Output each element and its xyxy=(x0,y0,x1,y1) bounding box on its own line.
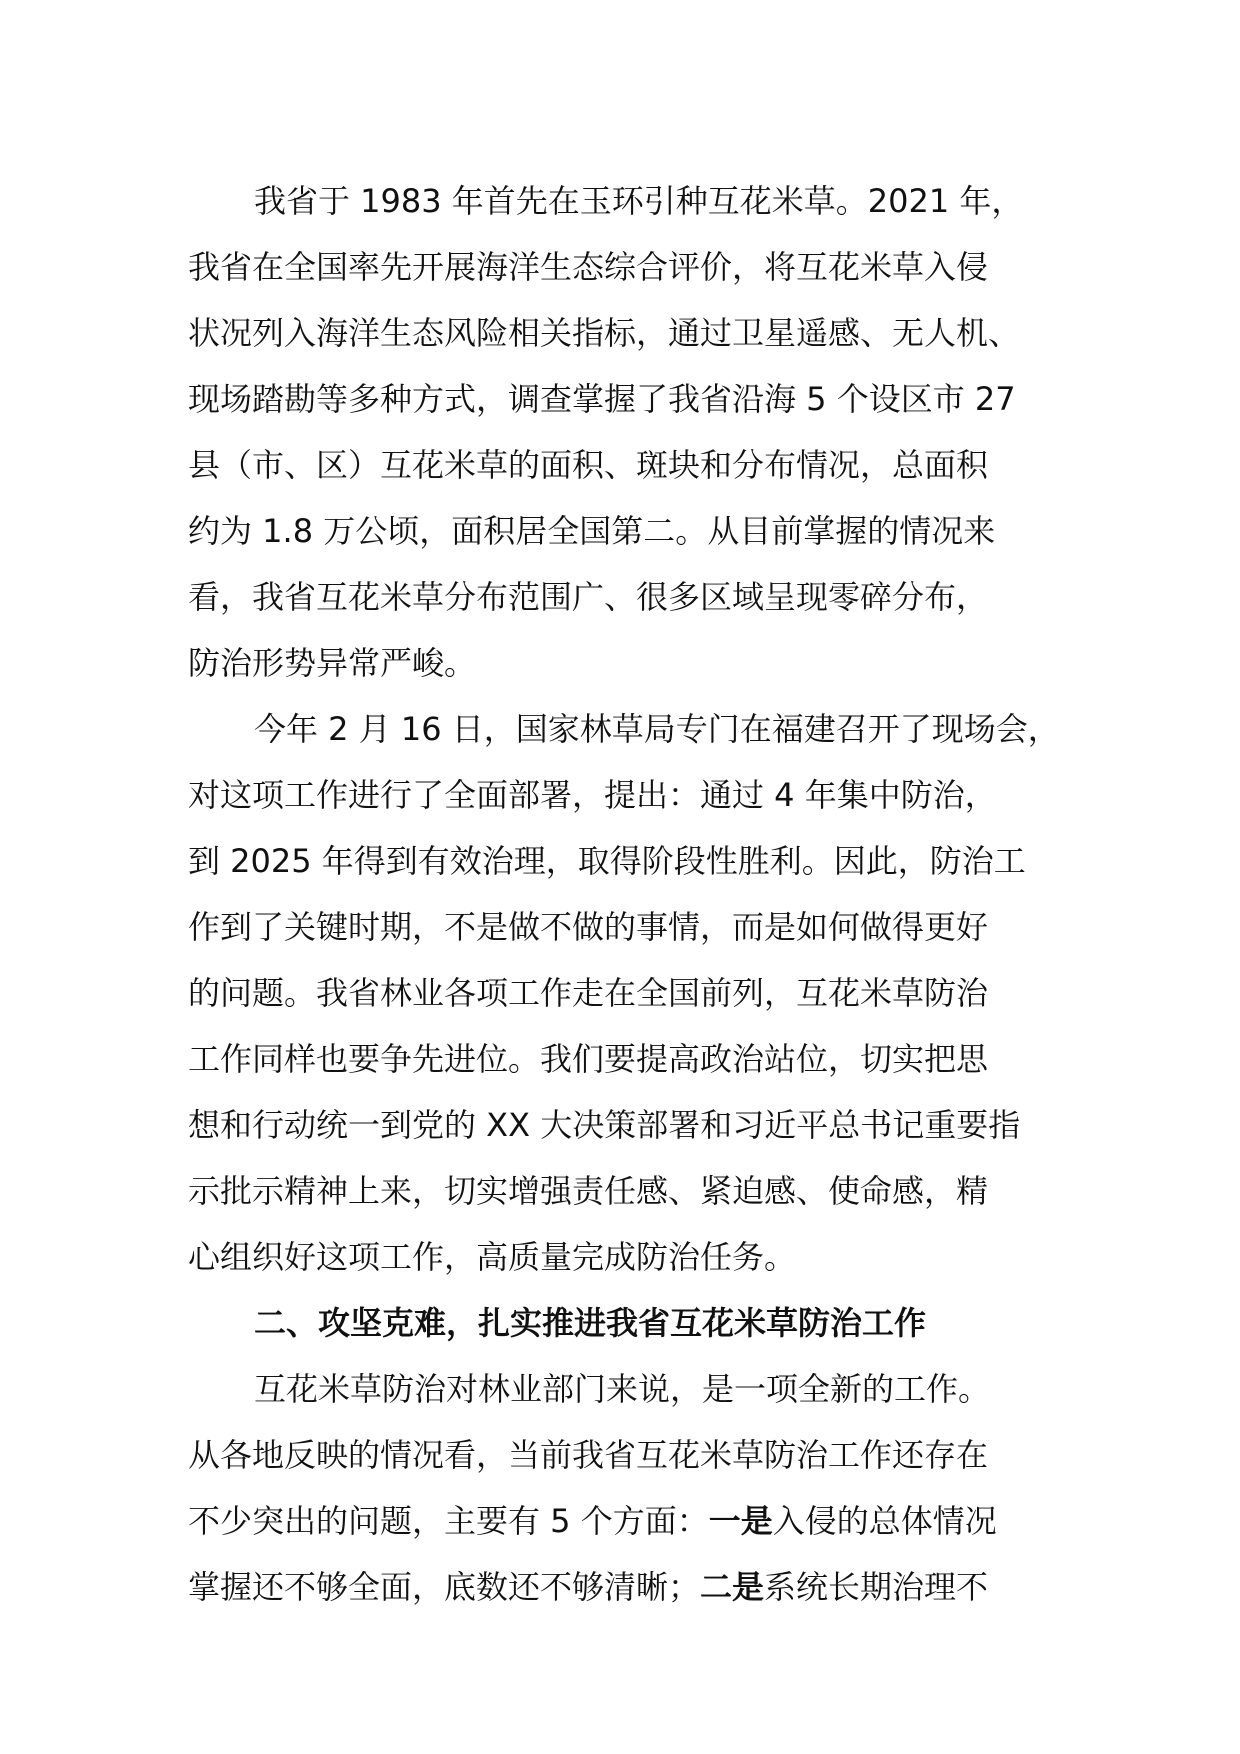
section-heading: 二、攻坚克难，扎实推进我省互花米草防治工作 xyxy=(254,1304,927,1342)
paragraph-line: 工作同样也要争先进位。我们要提高政治站位，切实把思 xyxy=(188,1040,989,1078)
paragraph-line: 看，我省互花米草分布范围广、很多区域呈现零碎分布， xyxy=(188,578,989,616)
paragraph-line xyxy=(188,1554,1088,1620)
paragraph-line: 今年 2 月 16 日，国家林草局专门在福建召开了现场会， xyxy=(254,710,1060,748)
paragraph-line xyxy=(188,1488,1088,1554)
paragraph-line: 示批示精神上来，切实增强责任感、紧迫感、使命感，精 xyxy=(188,1172,989,1210)
paragraph-line: 从各地反映的情况看，当前我省互花米草防治工作还存在 xyxy=(188,1436,989,1474)
paragraph-line: 心组织好这项工作，高质量完成防治任务。 xyxy=(188,1238,797,1276)
document-body xyxy=(188,168,1088,1620)
line-text: 不少突出的问题，主要有 5 个方面： xyxy=(188,1502,709,1540)
paragraph-2 xyxy=(188,696,1088,1290)
paragraph-line: 防治形势异常严峻。 xyxy=(188,644,477,682)
paragraph-line: 想和行动统一到党的 XX 大决策部署和习近平总书记重要指 xyxy=(188,1106,1021,1144)
paragraph-line: 对这项工作进行了全面部署，提出：通过 4 年集中防治， xyxy=(188,776,997,814)
paragraph-3 xyxy=(188,1356,1088,1620)
bold-marker: 二是 xyxy=(700,1568,765,1606)
paragraph-line: 的问题。我省林业各项工作走在全国前列，互花米草防治 xyxy=(188,974,989,1012)
paragraph-line: 互花米草防治对林业部门来说，是一项全新的工作。 xyxy=(254,1370,991,1408)
paragraph-line: 到 2025 年得到有效治理，取得阶段性胜利。因此，防治工 xyxy=(188,842,1026,880)
line-text: 入侵的总体情况 xyxy=(772,1502,997,1540)
bold-marker: 一是 xyxy=(708,1502,773,1540)
paragraph-line: 县（市、区）互花米草的面积、斑块和分布情况，总面积 xyxy=(188,446,989,484)
paragraph-line: 约为 1.8 万公顷，面积居全国第二。从目前掌握的情况来 xyxy=(188,512,996,550)
paragraph-line: 状况列入海洋生态风险相关指标，通过卫星遥感、无人机、 xyxy=(188,314,1021,352)
paragraph-line: 我省于 1983 年首先在玉环引种互花米草。2021 年， xyxy=(254,182,1024,220)
paragraph-line: 作到了关键时期，不是做不做的事情，而是如何做得更好 xyxy=(188,908,989,946)
line-text: 掌握还不够全面，底数还不够清晰； xyxy=(188,1568,701,1606)
paragraph-line: 现场踏勘等多种方式，调查掌握了我省沿海 5 个设区市 27 xyxy=(188,380,1016,418)
paragraph-line: 我省在全国率先开展海洋生态综合评价，将互花米草入侵 xyxy=(188,248,989,286)
line-text: 系统长期治理不 xyxy=(764,1568,989,1606)
paragraph-1 xyxy=(188,168,1088,696)
